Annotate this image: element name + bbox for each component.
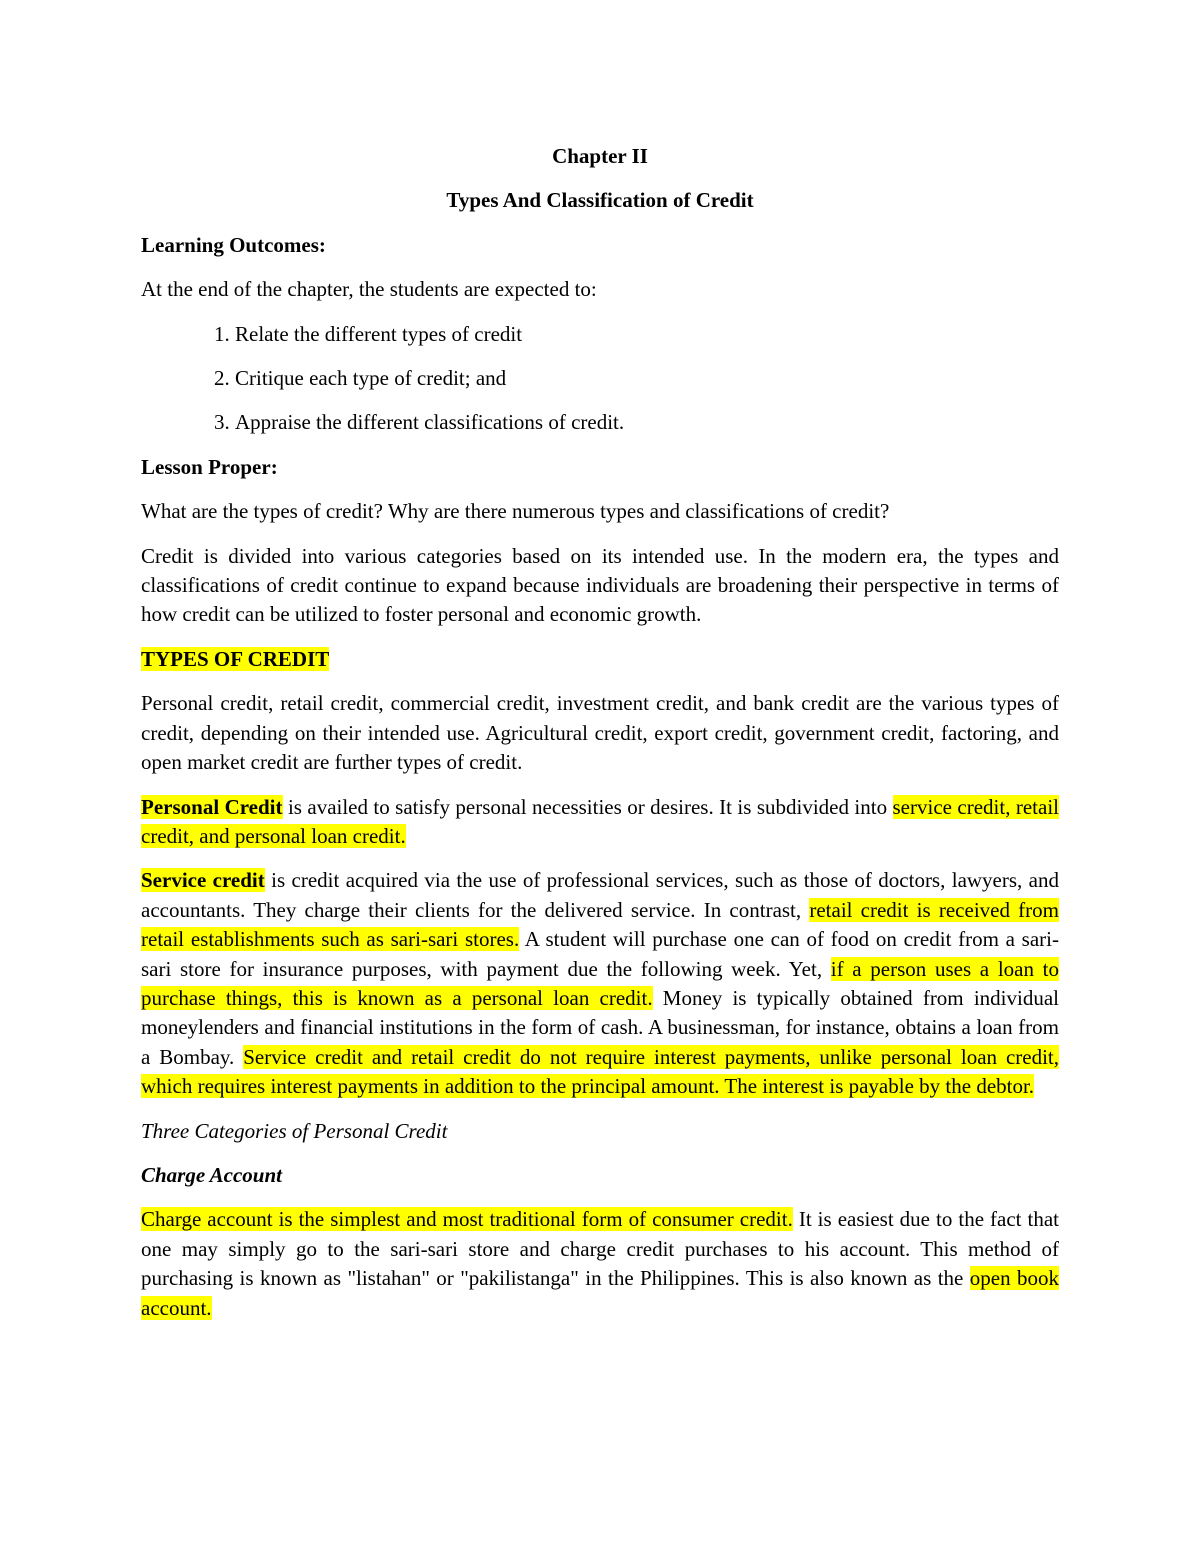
categories-heading: Three Categories of Personal Credit: [141, 1118, 448, 1143]
personal-credit-term: Personal Credit: [141, 794, 283, 819]
learning-outcomes-list: [141, 320, 1059, 438]
document-body: [141, 142, 1059, 1323]
charge-account-paragraph: Charge account is the simplest and most traditional form of consumer credit. It is easiest due to the fact that one may simply go to the sari-sari store and charge credit purchases to his account. This method of purchasing is known as "listahan" or "pakilistanga" in the Philippines. This is also known as the open book account.: [141, 1207, 1059, 1320]
list-item: 1. Relate the different types of credit: [235, 320, 1059, 349]
learning-outcomes-intro: At the end of the chapter, the students are expected to:: [141, 277, 597, 302]
list-item: 2. Critique each type of credit; and: [235, 364, 1059, 393]
highlighted-text: Service credit and retail credit do not require interest payments, unlike personal loan credit, which requires interest payments in addition to the principal amount. The interest is payable by the debtor.: [141, 1044, 1060, 1099]
chapter-title: Types And Classification of Credit: [446, 188, 754, 213]
learning-outcomes-heading: Learning Outcomes:: [141, 232, 326, 257]
chapter-heading: Chapter II: [552, 144, 648, 168]
highlighted-text: open book account.: [141, 1266, 1059, 1320]
personal-credit-paragraph: Personal Credit is availed to satisfy personal necessities or desires. It is subdivided into service credit, retail credit, and personal loan credit.: [141, 794, 1060, 848]
lesson-intro-paragraph: Credit is divided into various categories based on its intended use. In the modern era, the types and classifications of credit continue to expand because individuals are broadening their perspective in terms of how credit can be utilized to foster personal and economic growth.: [141, 543, 1059, 627]
types-of-credit-highlight: TYPES OF CREDIT: [141, 646, 330, 671]
types-of-credit-paragraph: Personal credit, retail credit, commercial credit, investment credit, and bank credit are the various types of credit, depending on their intended use. Agricultural credit, export credit, government credit, factoring, and open market credit are further types of credit.: [141, 691, 1059, 775]
highlighted-text: retail credit is received from retail establishments such as sari-sari stores.: [141, 897, 1059, 952]
types-of-credit-heading: [141, 645, 1059, 674]
service-credit-paragraph: Service credit is credit acquired via the use of professional services, such as those of doctors, lawyers, and accountants. They charge their clients for the delivered service. In contrast, retail credit is received from retail establishments such as sari-sari stores. A student will purchase one can of food on credit from a sari-sari store for insurance purposes, with payment due the following week. Yet, if a person uses a loan to purchase things, this is known as a personal loan credit. Money is typically obtained from individual moneylenders and financial institutions in the form of cash. A businessman, for instance, obtains a loan from a Bombay. Service credit and retail credit do not require interest payments, unlike personal loan credit, which requires interest payments in addition to the principal amount. The interest is payable by the debtor.: [141, 868, 1060, 1099]
charge-account-heading: Charge Account: [141, 1162, 282, 1187]
lesson-question: What are the types of credit? Why are there numerous types and classifications of credit?: [141, 499, 890, 524]
highlighted-text: Charge account is the simplest and most traditional form of consumer credit.: [141, 1207, 793, 1232]
highlighted-text: service credit, retail credit, and personal loan credit.: [141, 794, 1060, 848]
highlighted-text: if a person uses a loan to purchase things, this is known as a personal loan credit.: [141, 956, 1059, 1010]
service-credit-term: Service credit: [141, 868, 265, 893]
lesson-proper-heading: Lesson Proper:: [141, 454, 278, 479]
list-item: 3. Appraise the different classifications of credit.: [235, 408, 1059, 437]
